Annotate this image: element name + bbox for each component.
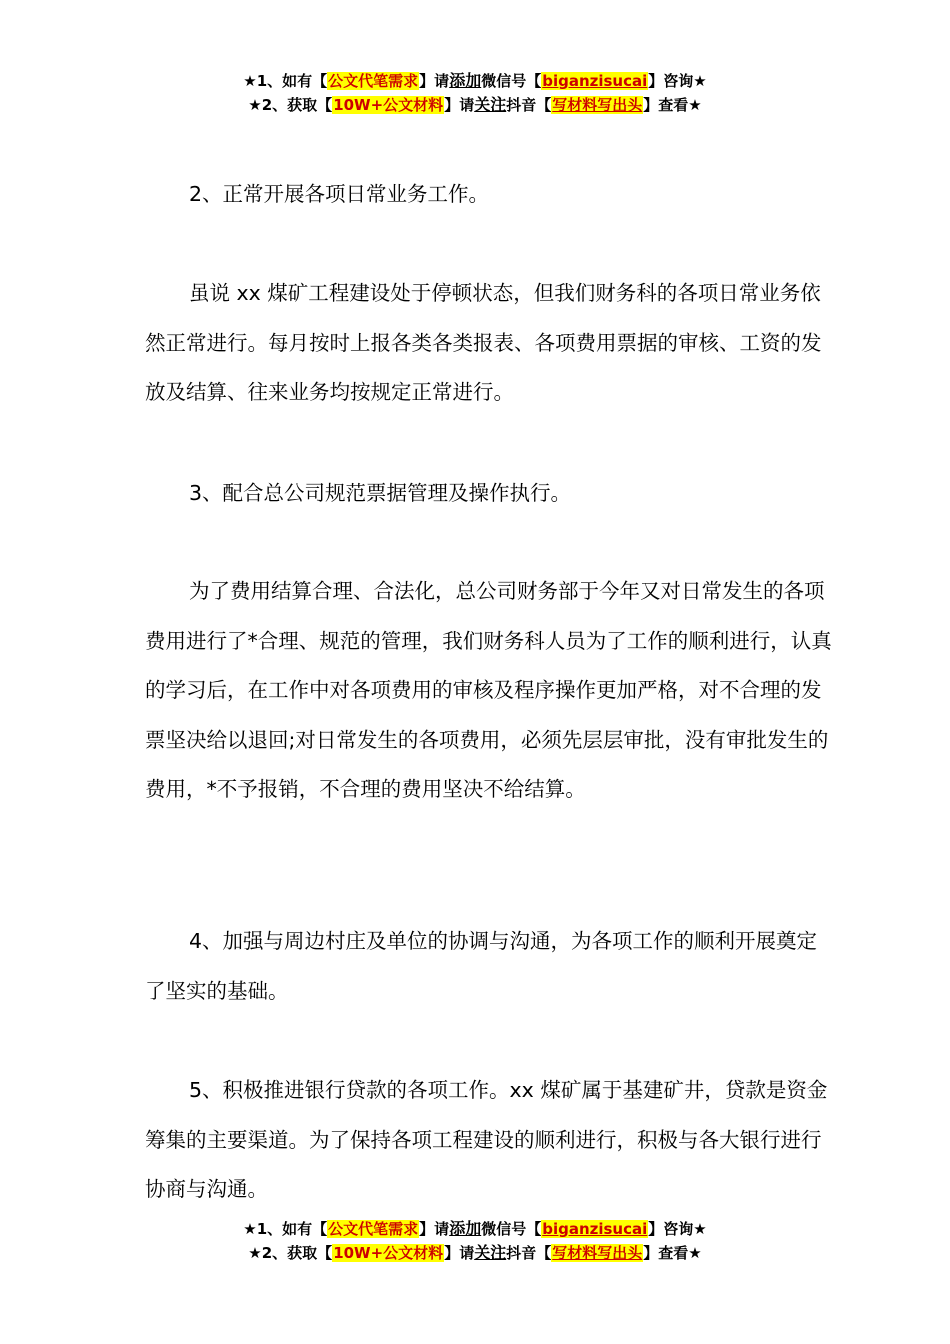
wechat-id: biganzisucai [542, 72, 648, 90]
paragraph-item-2-body: 虽说 xx 煤矿工程建设处于停顿状态，但我们财务科的各项日常业务依然正常进行。每月按时上报各类各类报表、各项费用票据的审核、工资的发放及结算、往来业务均按规定正常进行。 [145, 281, 822, 405]
douyin-account: 写材料写出头 [552, 96, 643, 114]
banner-text: 】请 [444, 1244, 475, 1262]
banner-text: 】查看★ [643, 1244, 702, 1262]
banner-text: 】请 [419, 72, 450, 90]
footer-banner [0, 1217, 950, 1265]
highlight-materials: 10W+公文材料 [333, 1244, 444, 1262]
paragraph-item-3-heading: 3、配合总公司规范票据管理及操作执行。 [189, 481, 572, 505]
highlight-materials: 10W+公文材料 [333, 96, 444, 114]
banner-text: 】咨询★ [648, 72, 707, 90]
banner-text: 】请 [444, 96, 475, 114]
banner-line-2 [0, 93, 950, 117]
emphasis-text: 关注 [474, 1243, 507, 1262]
paragraph-item-2-heading: 2、正常开展各项日常业务工作。 [189, 182, 490, 206]
banner-line-1 [0, 1217, 950, 1241]
highlight-service: 公文代笔需求 [328, 1220, 419, 1238]
banner-text: ★1、如有【 [243, 1220, 328, 1238]
banner-text: ★2、获取【 [248, 1244, 333, 1262]
banner-line-2 [0, 1241, 950, 1265]
paragraph-item-3-body: 为了费用结算合理、合法化，总公司财务部于今年又对日常发生的各项费用进行了*合理、规范的管理，我们财务科人员为了工作的顺利进行，认真的学习后，在工作中对各项费用的审核及程序操作更加严格，对不合理的发票坚决给以退回;对日常发生的各项费用，必须先层层审批，没有审批发生的费用，*不予报销，不合理的费用坚决不给结算。 [145, 579, 832, 802]
emphasis-text: 添加 [449, 1219, 482, 1238]
highlight-service: 公文代笔需求 [328, 72, 419, 90]
banner-text: 微信号【 [481, 1220, 542, 1238]
paragraph-item-5: 5、积极推进银行贷款的各项工作。xx 煤矿属于基建矿井，贷款是资金筹集的主要渠道。为了保持各项工程建设的顺利进行，积极与各大银行进行协商与沟通。 [145, 1078, 828, 1202]
banner-text: 抖音【 [506, 1244, 552, 1262]
banner-text: ★1、如有【 [243, 72, 328, 90]
banner-text: 微信号【 [481, 72, 542, 90]
paragraph-item-4: 4、加强与周边村庄及单位的协调与沟通，为各项工作的顺利开展奠定了坚实的基础。 [145, 929, 818, 1003]
banner-text: 】查看★ [643, 96, 702, 114]
douyin-account: 写材料写出头 [552, 1244, 643, 1262]
banner-text: ★2、获取【 [248, 96, 333, 114]
header-banner [0, 69, 950, 117]
banner-line-1 [0, 69, 950, 93]
wechat-id: biganzisucai [542, 1220, 648, 1238]
banner-text: 】请 [419, 1220, 450, 1238]
emphasis-text: 关注 [474, 95, 507, 114]
emphasis-text: 添加 [449, 71, 482, 90]
banner-text: 】咨询★ [648, 1220, 707, 1238]
banner-text: 抖音【 [506, 96, 552, 114]
